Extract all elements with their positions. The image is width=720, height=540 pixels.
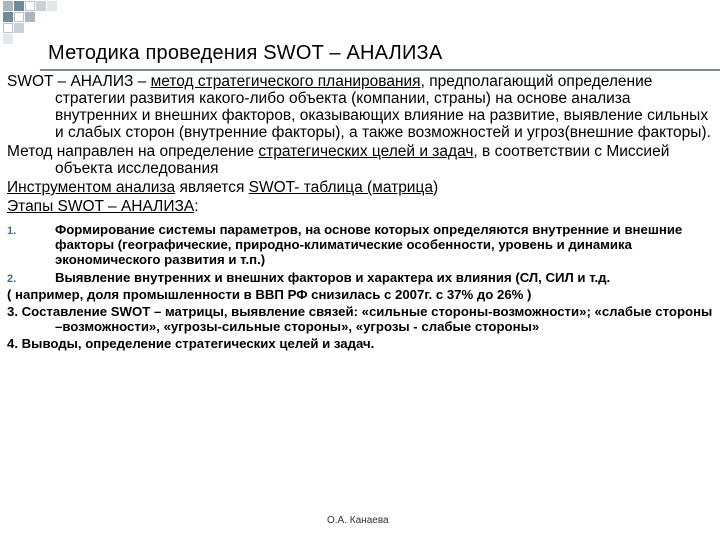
method-paragraph [7, 143, 715, 177]
step-item [7, 305, 715, 335]
method-rest: , в соответствии с Миссией объекта исследования [55, 143, 670, 177]
step-text: Формирование системы параметров, на основе которых определяются внутренние и внешние факторы (географические, природно-климатические особенности, уровень и динамика экономического развития и т.п.) [55, 222, 683, 267]
swot-table-link[interactable]: SWOT- таблица (матрица [248, 179, 433, 196]
definition-paragraph [7, 73, 715, 141]
decor-square [25, 12, 35, 22]
decor-square [14, 12, 24, 22]
stages-tail: : [194, 198, 199, 215]
decor-square [36, 1, 46, 11]
author-footer: О.А. Канаева [327, 515, 389, 526]
stages-heading [7, 198, 715, 215]
step-text: Выявление внутренних и внешних факторов и характера их влияния (СЛ, СИЛ и т.д. [55, 270, 611, 286]
step-item [7, 223, 715, 267]
slide-title: Методика проведения SWOT – АНАЛИЗА [48, 42, 443, 64]
decor-square [3, 1, 13, 11]
title-divider [40, 69, 720, 71]
instrument-link[interactable]: Инструментом анализа [7, 179, 176, 196]
decor-square [47, 1, 57, 11]
definition-rest: , предполагающий определение стратегии развития какого-либо объекта (компании, страны) на основе анализа внутренних и внешних факторов, оказывающих влияние на развитие, выявление сильных и слабых сторон (внутренние факторы), а также возможностей и угроз(внешние факторы). [55, 73, 711, 141]
step-text: 3. Составление SWOT – матрицы, выявление связей: «сильные стороны-возможности»; «слабые стороны –возможности», «угрозы-сильные стороны», «угрозы - слабые стороны» [7, 303, 713, 334]
step-number: 1. [7, 225, 17, 237]
stages-link[interactable]: Этапы SWOT – АНАЛИЗА [7, 198, 195, 215]
decor-square [25, 1, 35, 11]
instrument-tail: ) [432, 179, 439, 196]
instrument-mid: является [175, 179, 249, 196]
step-item [7, 337, 715, 352]
step-text: 4. Выводы, определение стратегических целей и задач. [7, 335, 375, 351]
decor-square [14, 1, 24, 11]
decor-square [3, 34, 13, 44]
step-example [7, 288, 715, 303]
definition-link[interactable]: метод стратегического планирования [150, 73, 421, 90]
step-text: ( например, доля промышленности в ВВП РФ снизилась с 2007г. с 37% до 26% ) [7, 287, 532, 303]
method-link[interactable]: стратегических целей и задач [258, 143, 474, 160]
decor-square [3, 23, 13, 33]
decor-square [14, 23, 24, 33]
method-prefix: Метод направлен на определение [7, 143, 259, 160]
definition-prefix: SWOT – АНАЛИЗ – [7, 73, 151, 90]
step-item [7, 271, 715, 286]
instrument-paragraph [7, 179, 715, 196]
decor-square [3, 12, 13, 22]
slide-body [7, 73, 715, 351]
step-number: 2. [7, 273, 17, 286]
